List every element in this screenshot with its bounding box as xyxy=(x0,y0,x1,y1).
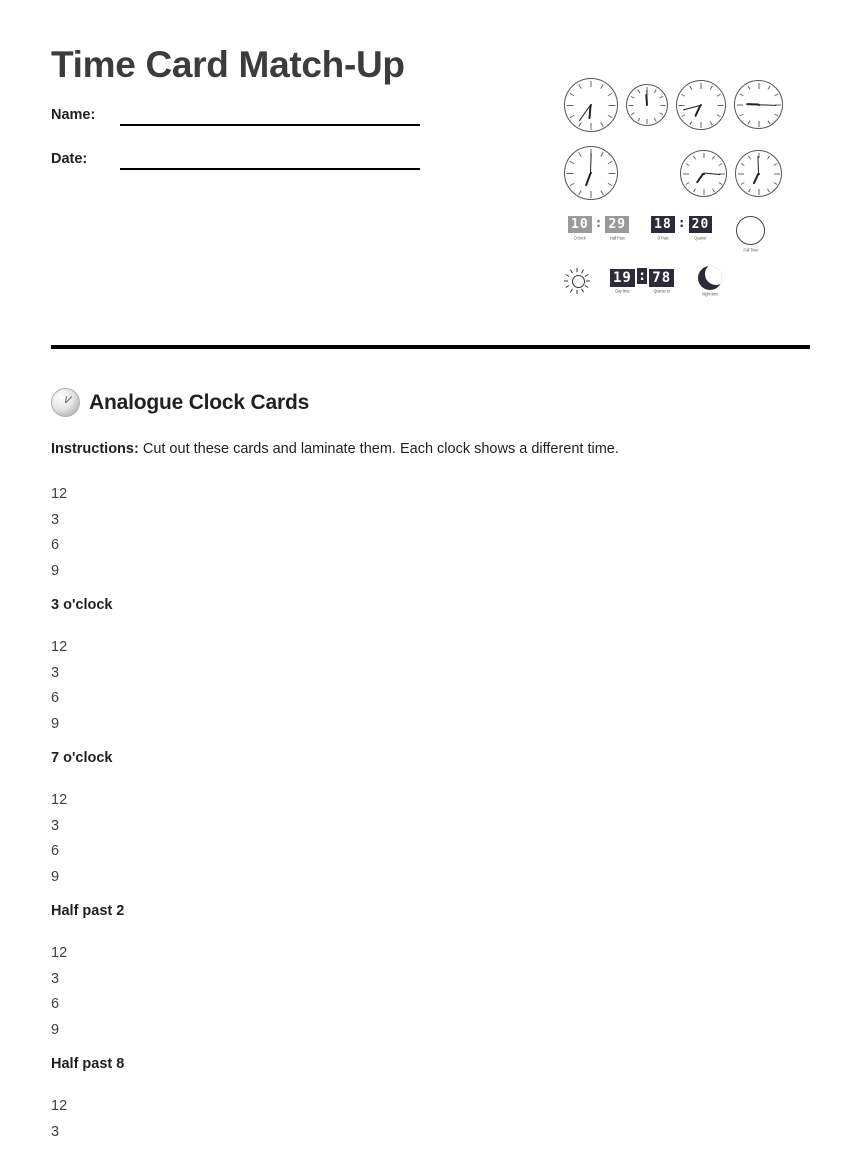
instructions-text: Cut out these cards and laminate them. Each clock shows a different time. xyxy=(142,441,619,457)
clock-card-number: 3 xyxy=(51,511,60,528)
clock-tick xyxy=(774,173,780,174)
digital-minutes-2: 20 xyxy=(689,216,713,233)
clock-tick xyxy=(654,118,657,122)
clock-artwork xyxy=(552,78,802,313)
clock-tick xyxy=(712,155,715,159)
clock-tick xyxy=(637,118,640,122)
clock-tick xyxy=(767,188,770,192)
clock-tick xyxy=(660,95,664,98)
clock-minute-hand xyxy=(590,153,592,173)
clock-card xyxy=(51,635,811,766)
digital-left-group-1 xyxy=(568,216,592,240)
clock-tick xyxy=(767,85,770,89)
clock-tick xyxy=(600,122,603,127)
clock-tick xyxy=(654,89,657,93)
clock-tick xyxy=(737,104,743,105)
clock-tick xyxy=(608,182,613,185)
digital-caption-halfpast: Half Past xyxy=(610,235,625,241)
digital-caption-daytime: Day time xyxy=(615,288,630,294)
analogue-clock-3 xyxy=(676,80,726,130)
date-label: Date: xyxy=(51,150,88,167)
clock-tick xyxy=(703,153,704,159)
sun-ray xyxy=(581,288,584,292)
outline-clock-group xyxy=(736,216,765,252)
sun-ray xyxy=(586,280,590,281)
clock-card-number: 12 xyxy=(51,486,68,502)
clock-tick xyxy=(739,113,743,116)
clock-card-number: 6 xyxy=(51,996,60,1013)
clock-tick xyxy=(738,173,744,174)
clock-tick xyxy=(608,160,613,163)
clock-tick xyxy=(717,93,721,96)
clock-tick xyxy=(578,190,581,195)
clock-tick xyxy=(747,120,750,124)
clock-minute-hand xyxy=(758,104,776,106)
clock-tick xyxy=(747,85,750,89)
digital-minutes-1: 29 xyxy=(605,216,629,233)
sun-ray xyxy=(564,280,568,281)
analogue-clock-4 xyxy=(734,80,783,129)
clock-tick xyxy=(758,189,759,195)
clock-tick xyxy=(570,160,575,163)
digital-right-group-1 xyxy=(605,216,629,240)
outline-clock-face xyxy=(736,216,765,245)
clock-tick xyxy=(679,105,685,106)
clock-tick xyxy=(739,93,743,96)
clock-tick xyxy=(701,121,702,127)
clock-tick xyxy=(660,112,664,115)
digital-left-group-3 xyxy=(610,269,635,294)
sun-ray xyxy=(581,269,584,273)
digital-right-group-2 xyxy=(689,216,713,240)
clock-card-number: 6 xyxy=(51,690,60,707)
clock-pivot xyxy=(758,104,760,106)
clock-pivot xyxy=(758,173,760,175)
analogue-clock-row-2 xyxy=(564,146,802,200)
digital-colon-3: : xyxy=(637,268,647,285)
moon-caption: Night time xyxy=(702,291,719,297)
clock-tick xyxy=(647,118,648,123)
clock-card-label: 3 o'clock xyxy=(51,597,113,614)
page-title: Time Card Match-Up xyxy=(51,44,405,85)
clock-card-number: 12 xyxy=(51,1098,68,1115)
sun-ray xyxy=(585,274,589,277)
clock-tick xyxy=(773,182,777,185)
sun-ray xyxy=(570,288,573,292)
clock-card xyxy=(51,788,811,919)
digital-display-1029 xyxy=(568,216,629,240)
clock-tick xyxy=(600,152,603,157)
clock-tick xyxy=(578,84,581,89)
clock-card xyxy=(51,482,811,613)
outline-clock-caption: Full Time xyxy=(743,247,759,252)
clock-card-number: 12 xyxy=(51,639,68,656)
clock-card-number: 3 xyxy=(51,1123,60,1140)
clock-card-number: 12 xyxy=(51,945,68,962)
clock-tick xyxy=(567,105,574,106)
name-label: Name: xyxy=(51,106,96,123)
clock-pivot xyxy=(703,173,705,175)
digital-minutes-3: 78 xyxy=(649,269,674,287)
clock-tick xyxy=(773,163,777,166)
digital-clock-row-1 xyxy=(568,216,802,252)
clock-tick xyxy=(748,188,751,192)
digital-clock-row-2 xyxy=(564,266,802,297)
clock-card-number: 9 xyxy=(51,715,60,732)
clock-pivot xyxy=(590,172,592,174)
clock-tick xyxy=(685,163,689,166)
clock-pivot xyxy=(590,104,592,106)
clock-pivot xyxy=(700,104,702,106)
clock-tick xyxy=(703,189,704,195)
clock-tick xyxy=(701,83,702,89)
clock-tick xyxy=(710,85,713,89)
clock-card-number: 6 xyxy=(51,843,60,860)
clock-tick xyxy=(689,121,692,125)
clock-tick xyxy=(718,182,722,185)
clock-card-number: 3 xyxy=(51,664,60,681)
clock-tick xyxy=(591,81,592,88)
clock-tick xyxy=(683,173,689,174)
clock-tick xyxy=(748,155,751,159)
analogue-clock-6 xyxy=(680,150,727,197)
clock-card-number: 9 xyxy=(51,868,60,885)
clock-tick xyxy=(570,114,575,117)
sun-ray xyxy=(570,269,573,273)
clock-tick xyxy=(660,105,665,106)
sun-ray xyxy=(565,274,569,277)
clock-hour-hand xyxy=(753,173,760,185)
clock-tick xyxy=(693,188,696,192)
sun-ray xyxy=(577,268,578,272)
date-field-row xyxy=(51,151,521,170)
clock-tick xyxy=(774,93,778,96)
sun-ray xyxy=(565,285,569,288)
clock-tick xyxy=(758,83,759,89)
analogue-clock-1 xyxy=(564,78,618,132)
section-divider xyxy=(51,345,810,349)
clock-tick xyxy=(685,182,689,185)
analogue-clock-2 xyxy=(626,84,668,126)
clock-tick xyxy=(717,114,721,117)
clock-tick xyxy=(591,123,592,130)
clock-tick xyxy=(758,120,759,126)
clock-icon xyxy=(51,388,80,417)
digital-caption-quarterto: Quarter to xyxy=(653,288,670,294)
clock-tick xyxy=(567,173,574,174)
clock-card-label: Half past 2 xyxy=(51,903,125,920)
digital-display-1978 xyxy=(610,268,674,293)
clock-card xyxy=(51,1094,811,1145)
clock-tick xyxy=(609,173,616,174)
digital-hours-2: 18 xyxy=(651,216,675,233)
clock-tick xyxy=(767,155,770,159)
clock-tick xyxy=(608,114,613,117)
clock-pivot xyxy=(646,104,648,106)
clock-tick xyxy=(631,112,635,115)
clock-cards-list xyxy=(51,482,811,1162)
name-input-line[interactable] xyxy=(120,124,420,126)
clock-card-label: 7 o'clock xyxy=(51,750,113,767)
digital-left-group-2 xyxy=(651,216,675,240)
sun-core xyxy=(572,275,585,288)
clock-tick xyxy=(637,89,640,93)
clock-tick xyxy=(710,121,713,125)
clock-minute-hand xyxy=(757,156,759,173)
clock-tick xyxy=(591,191,592,198)
clock-card-number: 6 xyxy=(51,537,60,554)
clock-tick xyxy=(600,190,603,195)
clock-tick xyxy=(578,122,581,127)
clock-tick xyxy=(608,92,613,95)
clock-hour-hand xyxy=(585,173,591,187)
digital-caption-past: Ó Past xyxy=(657,235,669,241)
clock-card-number: 9 xyxy=(51,1021,60,1038)
clock-tick xyxy=(712,188,715,192)
clock-tick xyxy=(717,105,723,106)
name-field-row xyxy=(51,107,521,126)
clock-tick xyxy=(718,163,722,166)
clock-tick xyxy=(570,182,575,185)
digital-hours-3: 19 xyxy=(610,269,635,287)
digital-caption-quarter: Quarter xyxy=(694,235,707,241)
clock-tick xyxy=(609,105,616,106)
clock-tick xyxy=(570,92,575,95)
sun-ray xyxy=(577,290,578,294)
sun-ray xyxy=(585,285,589,288)
analogue-clock-row-1 xyxy=(564,78,802,132)
clock-hour-hand xyxy=(696,173,704,184)
clock-tick xyxy=(578,152,581,157)
header-block xyxy=(51,46,521,170)
analogue-clock-7 xyxy=(735,150,782,197)
clock-tick xyxy=(629,105,634,106)
digital-hours-1: 10 xyxy=(568,216,592,233)
clock-tick xyxy=(774,113,778,116)
digital-colon-2: : xyxy=(677,216,686,231)
clock-tick xyxy=(681,114,685,117)
moon-group xyxy=(698,266,722,297)
clock-minute-hand xyxy=(703,173,720,176)
clock-tick xyxy=(681,93,685,96)
clock-card xyxy=(51,941,811,1072)
section-header xyxy=(51,388,309,417)
clock-card-label: Half past 8 xyxy=(51,1056,125,1073)
clock-card-number: 3 xyxy=(51,817,60,834)
clock-tick xyxy=(767,120,770,124)
clock-card-number: 3 xyxy=(51,970,60,987)
clock-tick xyxy=(693,155,696,159)
section-title: Analogue Clock Cards xyxy=(89,390,310,414)
clock-tick xyxy=(740,182,744,185)
digital-display-1820 xyxy=(651,216,712,240)
instructions xyxy=(51,440,619,460)
date-input-line[interactable] xyxy=(120,168,420,170)
digital-colon-1: : xyxy=(594,216,603,231)
clock-card-number: 9 xyxy=(51,562,60,579)
digital-right-group-3 xyxy=(649,269,674,294)
analogue-clock-5 xyxy=(564,146,618,200)
clock-tick xyxy=(600,84,603,89)
clock-card-number: 12 xyxy=(51,792,68,809)
instructions-label: Instructions: xyxy=(51,441,139,457)
clock-tick xyxy=(689,85,692,89)
clock-tick xyxy=(631,95,635,98)
moon-icon xyxy=(698,266,722,290)
sun-icon xyxy=(564,268,590,294)
digital-caption-oclock: O'clock xyxy=(573,235,586,241)
clock-tick xyxy=(740,163,744,166)
